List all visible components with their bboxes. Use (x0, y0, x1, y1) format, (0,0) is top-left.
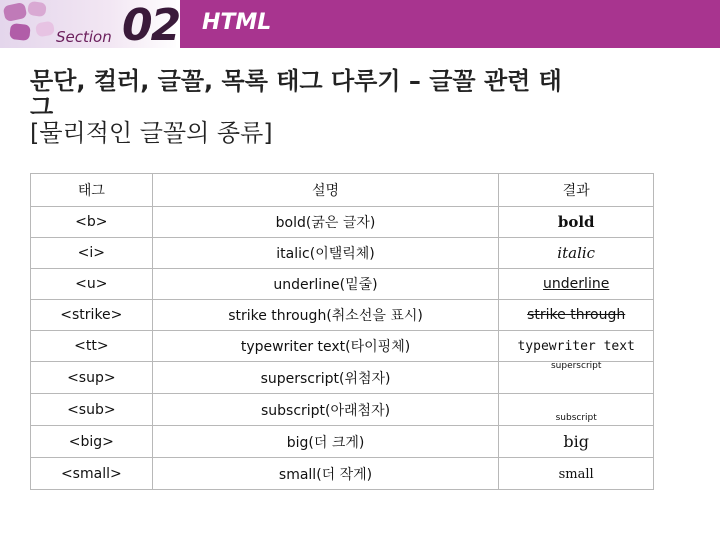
result-cell (499, 269, 654, 300)
decor-candy-icon (9, 23, 31, 41)
tag-cell: <sup> (31, 362, 153, 394)
result-superscript: superscript (550, 361, 602, 372)
table-row (31, 426, 654, 458)
description-cell: small(더 작게) (152, 458, 499, 490)
page-title-wrap: 그 (30, 93, 54, 121)
description-cell: typewriter text(타이핑체) (152, 331, 499, 362)
table-row (31, 394, 654, 426)
tag-cell: <i> (31, 238, 153, 269)
tag-cell: <strike> (31, 300, 153, 331)
banner-title: HTML (202, 10, 272, 35)
tag-cell: <sub> (31, 394, 153, 426)
header-tag: 태그 (31, 174, 153, 207)
decor-candy-icon (35, 21, 55, 38)
table-header-row (31, 174, 654, 207)
result-big: big (563, 432, 589, 451)
description-cell: superscript(위첨자) (152, 362, 499, 394)
table-row (31, 238, 654, 269)
tag-cell: <small> (31, 458, 153, 490)
result-small: small (558, 466, 594, 482)
header-description: 설명 (152, 174, 499, 207)
page-title: 문단, 컬러, 글꼴, 목록 태그 다루기 – 글꼴 관련 태 (30, 67, 562, 95)
tag-cell: <tt> (31, 331, 153, 362)
result-italic: italic (557, 244, 596, 262)
description-cell: underline(밑줄) (152, 269, 499, 300)
font-tag-table (30, 173, 654, 490)
description-cell: bold(굵은 글자) (152, 207, 499, 238)
result-cell (499, 331, 654, 362)
tag-cell: <u> (31, 269, 153, 300)
result-subscript: subscript (555, 412, 597, 423)
result-typewriter: typewriter text (517, 339, 635, 354)
section-number: 02 (122, 0, 180, 51)
header-result: 결과 (499, 174, 654, 207)
table-row (31, 300, 654, 331)
page-subtitle: [물리적인 글꼴의 종류] (30, 119, 273, 147)
decor-candy-icon (3, 2, 28, 22)
tag-cell: <big> (31, 426, 153, 458)
tag-cell: <b> (31, 207, 153, 238)
result-bold: bold (557, 213, 595, 231)
result-cell (499, 362, 654, 394)
description-cell: italic(이탤릭체) (152, 238, 499, 269)
result-cell (499, 238, 654, 269)
result-cell (499, 394, 654, 426)
result-cell (499, 300, 654, 331)
result-underline: underline (543, 276, 610, 292)
header-banner (0, 0, 720, 51)
result-cell (499, 426, 654, 458)
description-cell: big(더 크게) (152, 426, 499, 458)
table-row (31, 362, 654, 394)
table-row (31, 458, 654, 490)
description-cell: subscript(아래첨자) (152, 394, 499, 426)
result-cell (499, 207, 654, 238)
table-row (31, 331, 654, 362)
result-strike: strike through (527, 307, 626, 323)
decor-candy-icon (27, 1, 47, 17)
table-row (31, 207, 654, 238)
section-label: Section (56, 28, 112, 46)
description-cell: strike through(취소선을 표시) (152, 300, 499, 331)
result-cell (499, 458, 654, 490)
table-row (31, 269, 654, 300)
